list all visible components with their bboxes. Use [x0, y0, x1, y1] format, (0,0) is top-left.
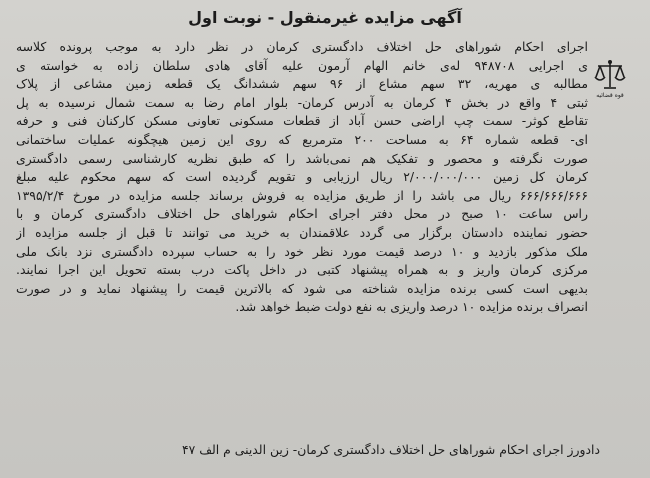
notice-signature: دادورز اجرای احکام شوراهای حل اختلاف دادگستری کرمان- زین الدینی م الف ۴۷	[181, 442, 600, 457]
notice-line: ای- قطعه شماره ۶۴ به مساحت ۲۰۰ مترمربع که روی این زمین هیچگونه عملیات ساختمانی	[16, 131, 588, 147]
judiciary-emblem	[588, 58, 632, 106]
notice-line: مرکزی کرمان واریز و به همراه پیشنهاد کتبی در داخل پاکت درب بسته تحویل این اجرا نمایند.	[16, 262, 588, 278]
notice-line: ثبتی ۴ واقع در بخش ۴ کرمان به آدرس کرمان- بلوار امام رضا به سمت شمال نرسیده به پل	[16, 94, 588, 110]
notice-line: اجرای احکام شوراهای حل اختلاف دادگستری کرمان در نظر دارد به موجب پرونده کلاسه	[16, 39, 588, 54]
notice-line: ی اجرایی ۹۴۸۷۰۸ له‌ی خانم الهام آرمون علیه آقای هادی سلطان زاده به خواسته ی	[16, 57, 588, 73]
notice-line: حضور نماینده دادستان برگزار می گردد علاقمندان به خرید می توانند تا قبل از جلسه مزایده از	[16, 224, 588, 240]
notice-line: انصراف برنده مزایده ۱۰ درصد واریزی به نفع دولت ضبط خواهد شد.	[235, 299, 588, 315]
notice-line: بدیهی است کسی برنده مزایده شناخته می شود که بالاترین قیمت را پیشنهاد نماید و در صورت	[16, 280, 588, 296]
notice-line: تقاطع کوثر- سمت چپ اراضی حسن آباد از قطعات مسکونی تعاونی مسکن کارکنان فنی و حرفه	[16, 113, 588, 129]
notice-title: آگهی مزایده غیرمنقول - نوبت اول	[188, 8, 462, 27]
notice-line: راس ساعت ۱۰ صبح در محل دفتر اجرای احکام شوراهای حل اختلاف دادگستری کرمان و با	[16, 206, 588, 222]
emblem-caption: قوه قضائیه	[596, 92, 624, 99]
notice-line: ۶۶۶/۶۶۶/۶۶۶ ریال می باشد را از طریق مزایده به فروش برساند جلسه مزایده در مورخ ۱۳۹۵/۲/۴	[16, 187, 588, 203]
scales-of-justice-icon	[593, 58, 627, 92]
notice-line: صورت نگرفته و محصور و تفکیک هم نمی‌باشد را که طبق نظریه کارشناسی رسمی دادگستری	[16, 150, 588, 166]
notice-line: کرمان کل زمین ۲/۰۰۰/۰۰۰/۰۰۰ ریال ارزیابی و تقویم گردیده است که سهم محکوم علیه مبلغ	[16, 169, 588, 185]
notice-line: مطالبه ی مهریه، ۳۲ سهم مشاع از ۹۶ سهم ششدانگ یک قطعه زمین مشاعی از پلاک	[16, 76, 588, 92]
notice-body	[16, 38, 588, 317]
notice-line: ملک مذکور بازدید و ۱۰ درصد قیمت مورد نظر خود را به حساب سپرده دادگستری نزد بانک ملی	[16, 243, 588, 259]
